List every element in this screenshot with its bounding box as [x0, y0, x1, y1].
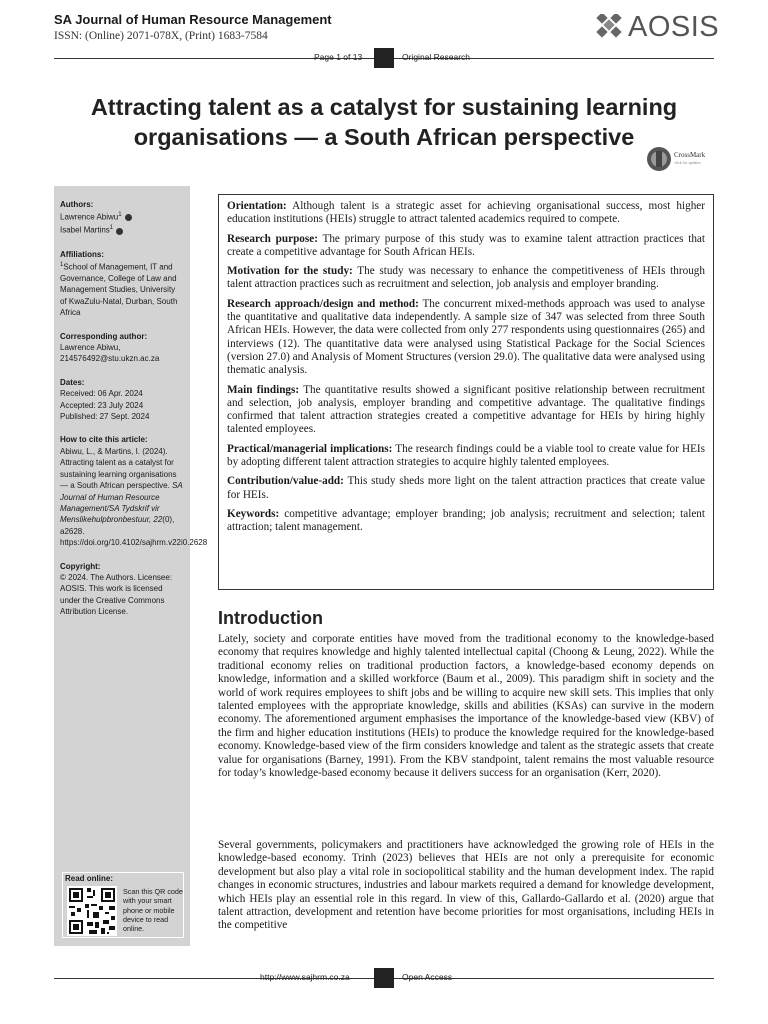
abstract-heading: Research purpose:: [227, 232, 318, 245]
introduction-paragraph-2: Several governments, policymakers and practitioners have acknowledged the growing role of HEIs in the knowledge-based economy. Trinh (2023) believes that HEIs are not only a prerequisite for economic development but also play a vital role in sociopolitical stability and the human development index. The rapid changes in economic structures, industries and labour markets required a demand for knowledge development, which HEIs play an essential role in this regard. In view of this, Gallardo-Gallardo et al. (2020) argue that talent attraction, development and retention have become priorities for most organisations, including HEIs in the competitive: [218, 839, 714, 932]
abstract-heading: Keywords:: [227, 507, 280, 520]
citation-journal: SA Journal of Human Resource Management/SA Tydskrif vir Menslikehulpbronbestuur, 22: [60, 481, 183, 525]
journal-title: SA Journal of Human Resource Management: [54, 12, 332, 27]
copyright-section: [60, 561, 184, 618]
citation-text: [60, 446, 208, 549]
article-sidebar: [54, 186, 208, 946]
corresponding-section: [60, 331, 184, 365]
abstract-implications: [227, 443, 705, 470]
open-access-label: Open Access: [402, 972, 453, 982]
dates-label: Dates:: [60, 377, 85, 387]
abstract-box: [218, 194, 714, 590]
date-accepted: Accepted: 23 July 2024: [60, 400, 144, 410]
abstract-heading: Research approach/design and method:: [227, 297, 419, 310]
authors-section: [60, 199, 184, 237]
orcid-icon[interactable]: [116, 228, 123, 235]
copyright-text: © 2024. The Authors. Licensee: AOSIS. This work is licensed under the Creative Commons Attribution License.: [60, 572, 173, 617]
citation-label: How to cite this article:: [60, 435, 148, 445]
abstract-motivation: [227, 265, 705, 292]
affiliation-mark: 1: [60, 261, 64, 268]
corresponding-label: Corresponding author:: [60, 331, 148, 341]
citation-section: [60, 434, 208, 548]
author-2-name: Isabel Martins: [60, 226, 110, 236]
abstract-heading: Motivation for the study:: [227, 265, 353, 278]
introduction-paragraph-1: Lately, society and corporate entities have moved from the traditional economy to the knowledge-based economy that requires knowledge and highly talented intellectual capital (Choong & Leung, 2022). While the traditional economy relies on traditional production factors, a knowledge-based economy depends on knowledge, information and a skilled workforce (Baum et al., 2009). This paradigm shift in society and the world of work requires employees to shift jobs and be willing to acquire new skill sets. This implies that only talented employees with the appropriate knowledge, skills and abilities (KSAs) can survive in the modern economy. The aforementioned argument emphasises the importance of the knowledge-based view (KBV) of the firm and higher education institutions (HEIs) to produce the knowledge required for the knowledge-based economy. Knowledge-based view of the firm considers knowledge and talent as the strategic assets that create value for organisations (Barney, 1991). From the KBV standpoint, talent remains the most valuable resource for today’s knowledge-based economy because it delivers success for an organisation (Kerr, 2020).: [218, 633, 714, 780]
article-type: Original Research: [402, 52, 471, 62]
qr-instructions: Scan this QR code with your smart phone or mobile device to read online.: [123, 887, 183, 934]
author-1-name: Lawrence Abiwu: [60, 213, 119, 223]
abstract-method: [227, 298, 705, 378]
article-title-line2: organisations — a South African perspective: [133, 124, 635, 150]
crossmark-badge[interactable]: [646, 146, 705, 172]
author-2-affiliation-mark: 1: [109, 225, 114, 232]
authors-label: Authors:: [60, 200, 94, 209]
author-1: [60, 210, 184, 223]
corresponding-email[interactable]: 214576492@stu.ukzn.ac.za: [60, 354, 160, 364]
abstract-text: This study sheds more light on the talent attraction practices that create value for HEIs.: [227, 475, 705, 501]
citation-authors: Abiwu, L., & Martins, I. (2024). Attracting talent as a catalyst for sustaining learning organisations — a South African perspective.: [60, 446, 177, 491]
date-published: Published: 27 Sept. 2024: [60, 412, 150, 422]
abstract-heading: Practical/managerial implications:: [227, 442, 393, 455]
qr-code-icon[interactable]: [67, 886, 117, 936]
affiliations-label: Affiliations:: [60, 249, 104, 259]
corresponding-name: Lawrence Abiwu,: [60, 343, 121, 353]
copyright-label: Copyright:: [60, 561, 101, 571]
journal-url-link[interactable]: http://www.sajhrm.co.za: [260, 972, 350, 982]
citation-doi[interactable]: (0), a2628. https://doi.org/10.4102/sajhrm.v22i0.2628: [60, 515, 208, 548]
abstract-text: Although talent is a strategic asset for achieving organisational success, most higher education institutions (HEIs) struggle to attract talented academics required to compete.: [227, 200, 705, 226]
abstract-text: The concurrent mixed-methods approach was used to analyse the quantitative and qualitative data independently. A sample size of 347 was selected from three South African HEIs. However, the data were collected from only 277 respondents using questionnaires (265) and interviews (12). The quantitative data were analysed using Statistical Package for the Social Sciences (version 27.0) and Analysis of Moment Structures (version 29.0). The qualitative data were analysed using thematic analysis.: [227, 297, 705, 377]
crossmark-sublabel: click for updates: [674, 160, 701, 165]
abstract-text: The study was necessary to enhance the competitiveness of HEIs through talent attraction practices such as recruitment and selection, job analysis and employer branding.: [227, 265, 705, 291]
aosis-logo-text: AOSIS: [628, 11, 720, 43]
affiliations-section: [60, 249, 184, 319]
footer-marker: [374, 968, 394, 988]
affiliation-body: School of Management, IT and Governance, College of Law and Management Studies, University of KwaZulu-Natal, Durban, South Africa: [60, 262, 178, 318]
crossmark-label: CrossMark: [674, 151, 706, 159]
date-received: Received: 06 Apr. 2024: [60, 389, 143, 399]
abstract-heading: Contribution/value-add:: [227, 475, 344, 488]
article-title-line1: Attracting talent as a catalyst for sustaining learning: [90, 94, 678, 120]
read-online-box: [62, 872, 184, 938]
abstract-text: competitive advantage; employer branding; job analysis; recruitment and selection; talent attraction; talent management.: [227, 507, 705, 534]
introduction-heading: Introduction: [218, 608, 323, 628]
abstract-contribution: [227, 475, 705, 502]
abstract-heading: Main findings:: [227, 383, 300, 396]
aosis-logo[interactable]: [594, 12, 719, 42]
article-title: [54, 92, 714, 152]
orcid-icon[interactable]: [125, 214, 132, 221]
author-2: [60, 223, 184, 236]
header-marker: [374, 48, 394, 68]
affiliation-text: [60, 260, 184, 319]
abstract-text: The primary purpose of this study was to examine talent attraction practices that create a competitive advantage for South African HEIs.: [227, 232, 705, 258]
abstract-text: The quantitative results showed a significant positive relationship between recruitment and selection, job analysis, employer branding and competitive advantage. The qualitative findings confirmed that talent attraction strategies created a competitive advantage for HEIs by hiring highly talented employees.: [227, 383, 705, 436]
abstract-research-purpose: [227, 233, 705, 260]
author-1-affiliation-mark: 1: [118, 212, 122, 219]
abstract-heading: Orientation:: [227, 200, 287, 212]
dates-section: [60, 377, 184, 423]
page-info: Page 1 of 13: [314, 52, 363, 62]
abstract-orientation: [227, 200, 705, 227]
aosis-logo-icon: [594, 14, 624, 40]
abstract-text: The research findings could be a viable tool to create value for HEIs by adopting different talent attraction strategies to acquire highly talented employees.: [227, 442, 706, 469]
issn: ISSN: (Online) 2071-078X, (Print) 1683-7584: [54, 30, 268, 42]
abstract-keywords: [227, 508, 705, 535]
read-online-label: Read online:: [65, 874, 114, 883]
abstract-main-findings: [227, 384, 705, 437]
crossmark-icon: [646, 146, 672, 172]
